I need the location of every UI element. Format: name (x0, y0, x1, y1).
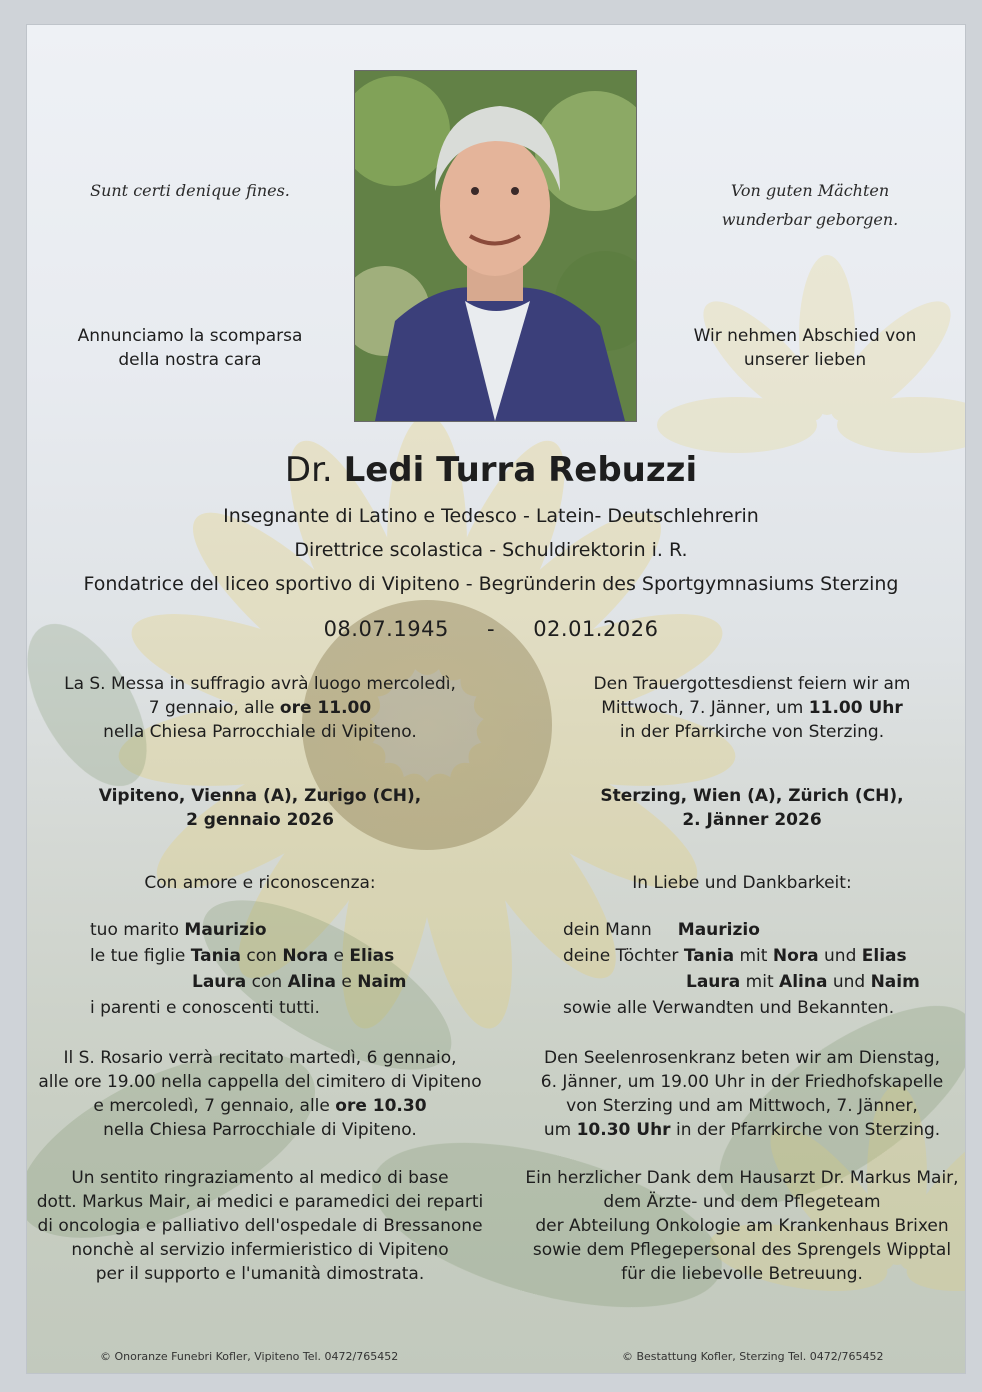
birth-date: 08.07.1945 (323, 617, 449, 641)
profession-line2: Direttrice scolastica - Schuldirektorin i. R. (294, 539, 688, 561)
rosary-de-line3: von Sterzing und am Mittwoch, 7. Jänner, (566, 1096, 918, 1116)
mourners-it-row1: tuo marito Maurizio (90, 920, 267, 940)
mass-it-line2: 7 gennaio, alle ore 11.00 (148, 698, 372, 718)
mourners-it-row3: Laura con Alina e Naim (192, 972, 407, 992)
mass-de-line2: Mittwoch, 7. Jänner, um 11.00 Uhr (601, 698, 903, 718)
thanks-it-line1: Un sentito ringraziamento al medico di base (71, 1168, 449, 1188)
intro-de-line2: unserer lieben (743, 350, 867, 370)
mass-de-line3: in der Pfarrkirche von Sterzing. (619, 722, 885, 742)
name-title: Dr. (284, 450, 333, 490)
mourners-it-row2: le tue figlie Tania con Nora e Elias (90, 946, 395, 966)
german-quote-line1: Von guten Mächten (730, 181, 890, 200)
place-it-line1: Vipiteno, Vienna (A), Zurigo (CH), (98, 786, 422, 806)
mourners-de-heading: In Liebe und Dankbarkeit: (632, 873, 852, 893)
footer-funeral-home-de: © Bestattung Kofler, Sterzing Tel. 0472/765452 (622, 1350, 884, 1363)
profession-line1: Insegnante di Latino e Tedesco - Latein- Deutschlehrerin (223, 505, 759, 527)
mourners-de-row2: deine Töchter Tania mit Nora und Elias (563, 946, 907, 966)
intro-de-line1: Wir nehmen Abschied von (693, 326, 917, 346)
intro-it-line2: della nostra cara (118, 350, 262, 370)
german-quote-line2: wunderbar geborgen. (721, 210, 899, 229)
place-de-line1: Sterzing, Wien (A), Zürich (CH), (600, 786, 904, 806)
intro-it-line1: Annunciamo la scomparsa (77, 326, 303, 346)
profession-line3: Fondatrice del liceo sportivo di Vipiteno - Begründerin des Sportgymnasiums Sterzing (83, 573, 899, 595)
rosary-de-line1: Den Seelenrosenkranz beten wir am Dienstag, (544, 1048, 940, 1068)
mass-it-line3: nella Chiesa Parrocchiale di Vipiteno. (103, 722, 417, 742)
thanks-it-line4: nonchè al servizio infermieristico di Vipiteno (71, 1240, 449, 1260)
place-it-line2: 2 gennaio 2026 (186, 810, 334, 830)
rosary-de-line4: um 10.30 Uhr in der Pfarrkirche von Sterzing. (543, 1120, 941, 1140)
dates-separator: - (486, 617, 496, 641)
thanks-de-line4: sowie dem Pflegepersonal des Sprengels Wipptal (532, 1240, 952, 1260)
latin-quote: Sunt certi denique fines. (90, 181, 290, 200)
mourners-de-row3: Laura mit Alina und Naim (686, 972, 920, 992)
thanks-it-line5: per il supporto e l'umanità dimostrata. (95, 1264, 425, 1284)
mass-it-line1: La S. Messa in suffragio avrà luogo mercoledì, (64, 674, 456, 694)
portrait-photo (354, 70, 637, 422)
thanks-it-line2: dott. Markus Mair, ai medici e paramedici dei reparti (36, 1192, 484, 1212)
mourners-it-heading: Con amore e riconoscenza: (144, 873, 376, 893)
footer-funeral-home-it: © Onoranze Funebri Kofler, Vipiteno Tel. 0472/765452 (100, 1350, 399, 1363)
thanks-de-line2: dem Ärzte- und dem Pflegeteam (603, 1192, 881, 1212)
life-dates (0, 614, 982, 644)
deceased-name (0, 446, 982, 494)
mass-de-line1: Den Trauergottesdienst feiern wir am (593, 674, 911, 694)
mourners-de-row1: dein Mann Maurizio (563, 920, 760, 940)
name-full: Ledi Turra Rebuzzi (343, 450, 698, 490)
rosary-it-line3: e mercoledì, 7 gennaio, alle ore 10.30 (93, 1096, 427, 1116)
death-date: 02.01.2026 (533, 617, 659, 641)
thanks-de-line5: für die liebevolle Betreuung. (621, 1264, 863, 1284)
rosary-de-line2: 6. Jänner, um 19.00 Uhr in der Friedhofskapelle (540, 1072, 944, 1092)
mourners-de-row4: sowie alle Verwandten und Bekannten. (563, 998, 895, 1018)
thanks-de-line3: der Abteilung Onkologie am Krankenhaus Brixen (535, 1216, 949, 1236)
place-de-line2: 2. Jänner 2026 (682, 810, 822, 830)
rosary-it-line2: alle ore 19.00 nella cappella del cimitero di Vipiteno (38, 1072, 482, 1092)
rosary-it-line4: nella Chiesa Parrocchiale di Vipiteno. (103, 1120, 417, 1140)
thanks-it-line3: di oncologia e palliativo dell'ospedale di Bressanone (37, 1216, 483, 1236)
rosary-it-line1: Il S. Rosario verrà recitato martedì, 6 gennaio, (63, 1048, 457, 1068)
mourners-it-row4: i parenti e conoscenti tutti. (90, 998, 320, 1018)
thanks-de-line1: Ein herzlicher Dank dem Hausarzt Dr. Markus Mair, (525, 1168, 959, 1188)
